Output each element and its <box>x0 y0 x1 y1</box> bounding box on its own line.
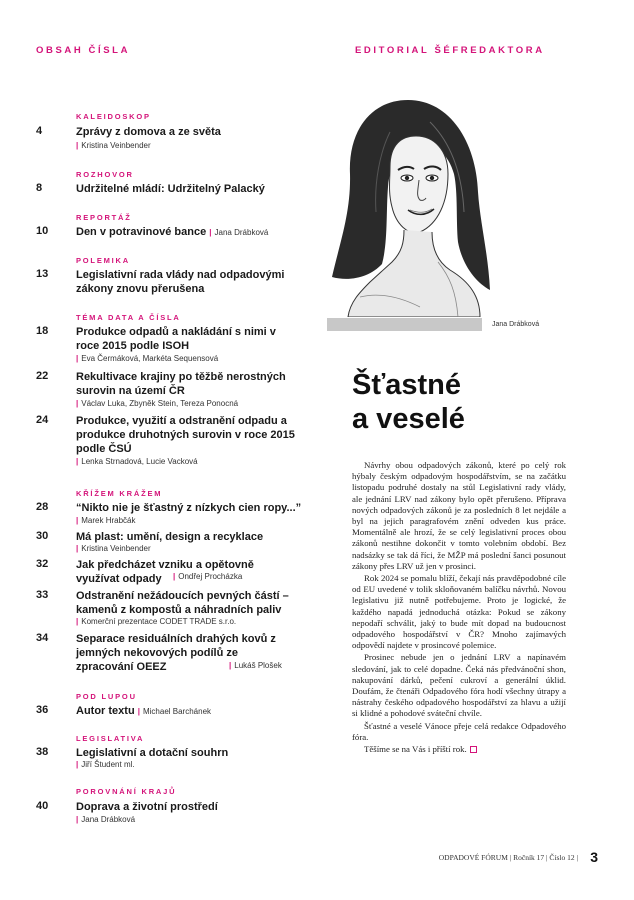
page-footer <box>400 850 600 866</box>
toc-entry-title[interactable]: Separace residuálních drahých kovů z jemných nekovových podílů ze zpracování OEEZ <box>76 633 276 673</box>
toc-page-number: 34 <box>36 632 49 644</box>
editorial-paragraph: Prosinec nebude jen o jednání LRV a napínavém sledování, jak to celé dopadne. Čeká nás předvánoční shon, nakupování dárků, pečení cukroví a generální úklid. Doufám, že čtenáři Odpadového fóra hodí všechny útrapy a nástrahy českého odpadového hospodářství za hlavu a užijí si klidné a pohodové sváteční chvíle. <box>352 652 566 719</box>
editorial-headline <box>352 368 572 436</box>
photo-caption-bar <box>327 318 482 331</box>
toc-section-label: KALEIDOSKOP <box>76 112 151 121</box>
toc-page-number: 13 <box>36 268 49 280</box>
toc-heading: OBSAH ČÍSLA <box>36 45 131 56</box>
toc-author: | Lukáš Plošek <box>229 661 282 670</box>
toc-page-number: 28 <box>36 501 49 513</box>
toc-page-number: 22 <box>36 370 49 382</box>
toc-page-number: 4 <box>36 125 43 137</box>
toc-section-label: TÉMA DATA A ČÍSLA <box>76 313 181 322</box>
toc-section-label: ROZHOVOR <box>76 170 134 179</box>
toc-page-number: 40 <box>36 800 49 812</box>
toc-section-label: LEGISLATIVA <box>76 734 145 743</box>
toc-page-number: 30 <box>36 530 49 542</box>
toc-page-number: 38 <box>36 746 49 758</box>
toc-entry-title[interactable]: Rekultivace krajiny po těžbě nerostných surovin na území ČR <box>76 371 286 397</box>
toc-author: | Kristina Veinbender <box>76 544 151 553</box>
page-number: 3 <box>590 849 598 865</box>
toc-author: | Václav Luka, Zbyněk Stein, Tereza Ponocná <box>76 399 239 408</box>
footer-publication: ODPADOVÉ FÓRUM | Ročník 17 | Číslo 12 | <box>438 853 578 862</box>
editorial-body <box>352 460 566 755</box>
toc-entry-title[interactable]: Autor textu | Michael Barchánek <box>76 705 212 717</box>
toc-entry-title[interactable]: Legislativní a dotační souhrn <box>76 747 229 759</box>
toc-author: | Marek Hrabčák <box>76 516 136 525</box>
toc-entry-title[interactable]: Produkce odpadů a nakládání s nimi v roce 2015 podle ISOH <box>76 326 276 352</box>
photo-credit: Jana Drábková <box>492 321 540 328</box>
editorial-heading: EDITORIAL ŠÉFREDAKTORA <box>355 45 545 56</box>
toc-author: | Eva Čermáková, Markéta Sequensová <box>76 354 219 363</box>
end-mark-icon <box>470 746 477 753</box>
toc-section-label: KŘÍŽEM KRÁŽEM <box>76 489 163 498</box>
toc-author: | Ondřej Procházka <box>173 572 243 581</box>
editorial-signoff: Těšíme se na Vás i příští rok. <box>352 744 566 755</box>
toc-author: | Kristina Veinbender <box>76 141 151 150</box>
toc-author: | Komerční prezentace CODET TRADE s.r.o. <box>76 617 237 626</box>
toc-section-label: POROVNÁNÍ KRAJŮ <box>76 787 177 796</box>
toc-author: | Jana Drábková <box>76 815 136 824</box>
toc-entry-title[interactable]: Jak předcházet vzniku a opětovně využívat odpady <box>76 559 254 585</box>
headline-line-2: a veselé <box>352 403 465 435</box>
toc-entry-title[interactable]: “Nikto nie je šťastný z nízkych cien ropy...” <box>76 502 302 514</box>
toc-entry-title[interactable]: Má plast: umění, design a recyklace <box>76 531 264 543</box>
toc-entry-title[interactable]: Odstranění nežádoucích pevných částí – kamenů z kompostů a náhradních paliv <box>76 590 289 616</box>
toc-section-label: REPORTÁŽ <box>76 213 132 222</box>
toc-section-label: POD LUPOU <box>76 692 137 701</box>
headline-line-1: Šťastné <box>352 369 461 401</box>
toc-page-number: 18 <box>36 325 49 337</box>
toc-entry-title[interactable]: Den v potravinové bance | Jana Drábková <box>76 226 269 238</box>
toc-section-label: POLEMIKA <box>76 256 130 265</box>
toc-author: | Lenka Strnadová, Lucie Vacková <box>76 457 198 466</box>
editor-portrait-image <box>330 92 490 317</box>
toc-entry-title[interactable]: Legislativní rada vlády nad odpadovými zákony znovu přerušena <box>76 269 285 295</box>
toc-entry-title[interactable] <box>76 125 321 139</box>
editorial-paragraph: Návrhy obou odpadových zákonů, které po celý rok hýbaly českým odpadovým hospodářstvím, se na začátku listopadu podruhé dostaly na stůl Legislativní rady vlády, ale jednání LRV nad zákony bylo opět přerušeno. Příprava nových odpadových zákonů je za posledních 8 let nejdále a byl na jejich paragrafovém znění odveden kus práce. Momentálně ale hrozí, že se celý legislativní proces obou zákonů nestihne dokončit v tomto volebním období. Bez nadsázky se tak dá říci, že MŽP má poslední šanci posunout zákony přes LRV už jen v prosinci. <box>352 460 566 571</box>
editorial-paragraph: Rok 2024 se pomalu blíží, čekají nás pravděpodobné cíle od EU uvedené v tolik skloňovaném balíčku návrhů. Novou legislativu již nutně potřebujeme. Proto je logické, že každého napadá jednoduchá otázka: Pokud se zákony nepodaří schválit, jaký to bude mít dopad na budoucnost odpadového hospodářství v ČR? Mnoho zajímavých odpovědí najdete v prosincové polemice. <box>352 573 566 651</box>
toc-entry-title[interactable]: Udržitelné mládí: Udržitelný Palacký <box>76 183 265 195</box>
toc-title-text[interactable]: Zprávy z domova a ze světa <box>76 126 221 138</box>
toc-author: | Jiří Študent ml. <box>76 760 135 769</box>
toc-page-number: 33 <box>36 589 49 601</box>
toc-page-number: 10 <box>36 225 49 237</box>
toc-entry-title[interactable]: Produkce, využití a odstranění odpadu a produkce druhotných surovin v roce 2015 podle ČSÚ <box>76 415 295 455</box>
toc-page-number: 24 <box>36 414 49 426</box>
toc-page-number: 36 <box>36 704 49 716</box>
toc-entry-title[interactable]: Doprava a životní prostředí <box>76 801 218 813</box>
editorial-paragraph: Šťastné a veselé Vánoce přeje celá redakce Odpadového fóra. <box>352 720 566 742</box>
toc-page-number: 8 <box>36 182 43 194</box>
toc-page-number: 32 <box>36 558 49 570</box>
